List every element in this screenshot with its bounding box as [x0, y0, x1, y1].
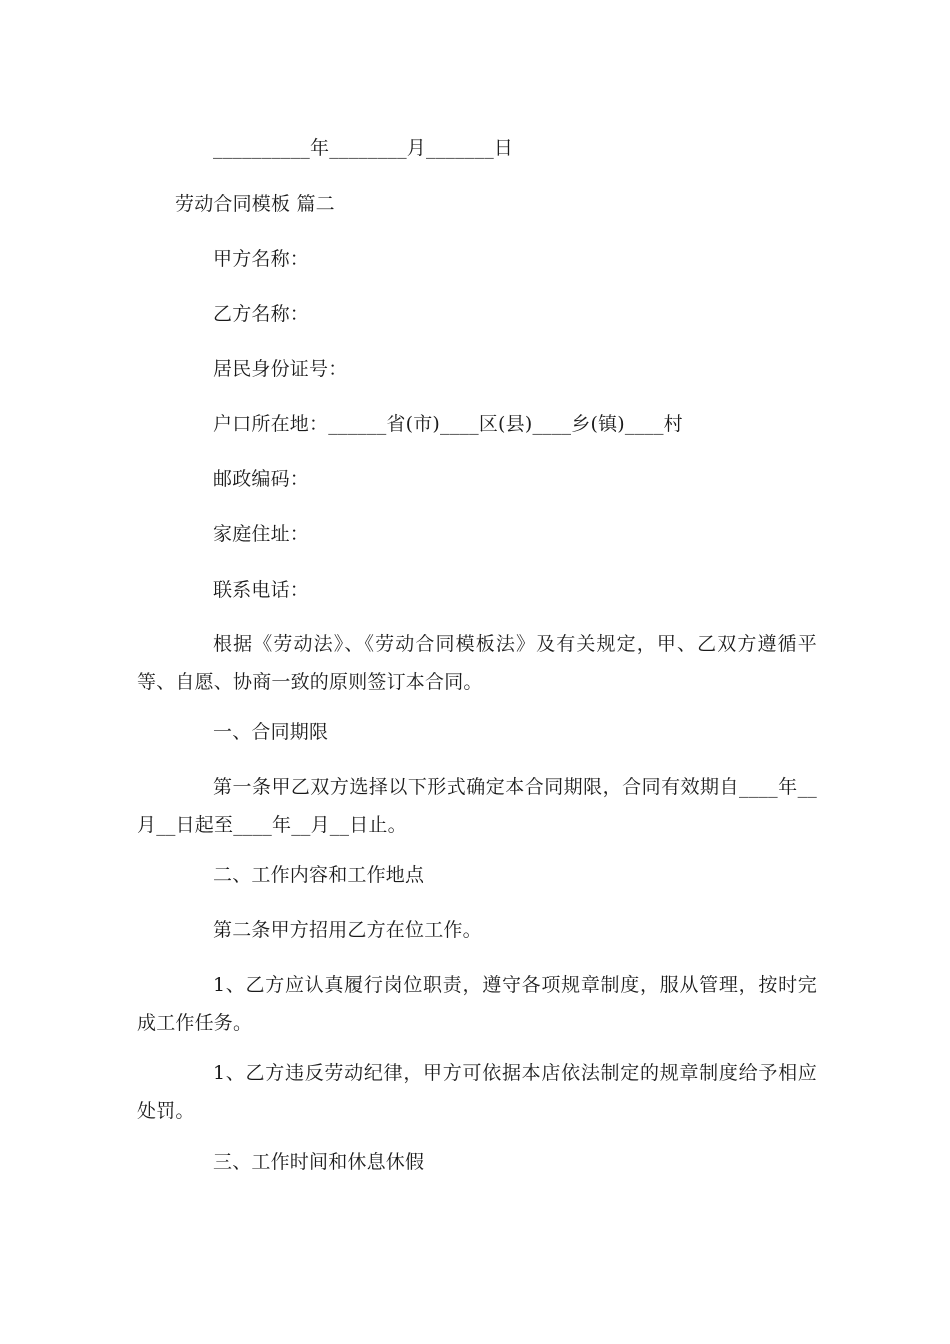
- intro-paragraph: 根据《劳动法》、《劳动合同模板法》及有关规定，甲、乙双方遵循平等、自愿、协商一致的原则签订本合同。: [137, 633, 817, 693]
- heading-contract-term: 一、合同期限: [213, 721, 329, 743]
- heading-work-hours: 三、工作时间和休息休假: [213, 1151, 425, 1173]
- contact-phone-field: 联系电话：: [213, 579, 310, 601]
- heading-work-content: 二、工作内容和工作地点: [213, 864, 425, 886]
- item-1-paragraph: 1、乙方应认真履行岗位职责，遵守各项规章制度，服从管理，按时完成工作任务。: [137, 974, 817, 1034]
- item-2-paragraph: 1、乙方违反劳动纪律，甲方可依据本店依法制定的规章制度给予相应处罚。: [137, 1062, 817, 1122]
- party-b-name-field: 乙方名称：: [213, 303, 310, 325]
- home-address-field: 家庭住址：: [213, 523, 310, 545]
- article-1-paragraph: 第一条甲乙双方选择以下形式确定本合同期限，合同有效期自____年__月__日起至____年__月__日止。: [137, 776, 817, 836]
- article-2-paragraph: 第二条甲方招用乙方在位工作。: [213, 919, 482, 941]
- date-line: __________年________月_______日: [213, 137, 514, 159]
- section-title: 劳动合同模板 篇二: [175, 193, 335, 215]
- resident-id-field: 居民身份证号：: [213, 358, 348, 380]
- household-location-field: 户口所在地：______省(市)____区(县)____乡(镇)____村: [213, 413, 683, 435]
- party-a-name-field: 甲方名称：: [213, 248, 310, 270]
- postal-code-field: 邮政编码：: [213, 468, 310, 490]
